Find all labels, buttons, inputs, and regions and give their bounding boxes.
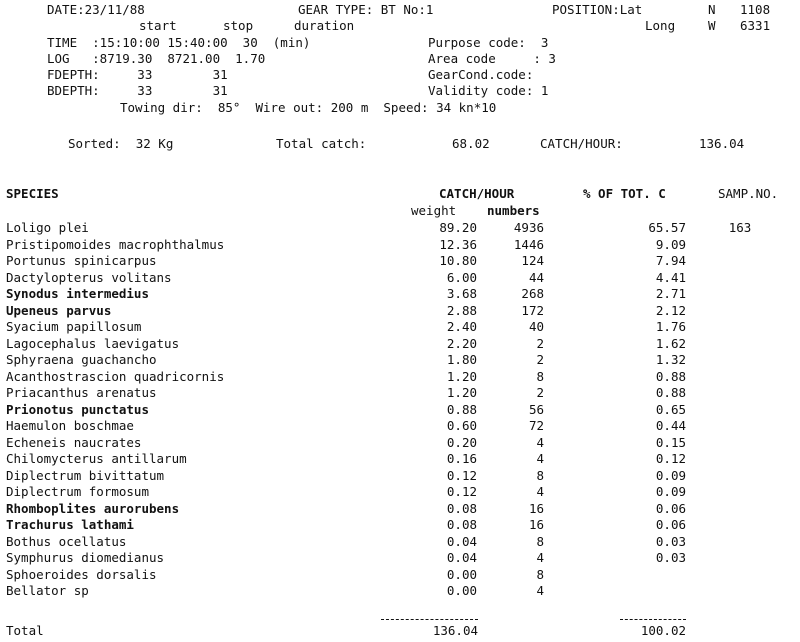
col-stop-label: stop: [223, 18, 254, 33]
total-catch-value: 68.02: [452, 136, 490, 151]
numbers-value: 172: [521, 302, 544, 318]
total-weight: 136.04: [432, 623, 478, 638]
species-name: Sphyraena guachancho: [6, 352, 157, 367]
species-name: Syacium papillosum: [6, 319, 142, 334]
col-duration-label: duration: [294, 18, 355, 33]
species-name: Rhomboplites aurorubens: [6, 500, 180, 516]
long-value: 6331: [740, 18, 771, 33]
pct-value: 0.03: [655, 550, 686, 565]
numbers-value: 4936: [513, 220, 544, 235]
pct-value: 0.88: [655, 385, 686, 400]
col-start-label: start: [139, 18, 177, 33]
weight-value: 1.20: [446, 385, 477, 400]
pct-value: 0.09: [655, 484, 686, 499]
weight-value: 2.88: [446, 302, 477, 318]
species-name: Upeneus parvus: [6, 302, 112, 318]
species-header: SPECIES: [6, 186, 59, 201]
catch-hour-label: CATCH/HOUR:: [540, 136, 623, 151]
samp-no-header: SAMP.NO.: [718, 186, 779, 201]
pct-tot-header: % OF TOT. C: [583, 186, 666, 201]
numbers-value: 72: [528, 418, 544, 433]
weight-value: 10.80: [439, 253, 477, 268]
total-label: Total: [6, 623, 44, 638]
gear-type-field: GEAR TYPE: BT No:1: [298, 2, 434, 17]
time-row: TIME :15:10:00 15:40:00 30 (min): [47, 35, 311, 50]
catch-hour-header: CATCH/HOUR: [439, 186, 515, 201]
pct-value: 1.62: [655, 335, 686, 351]
pct-total-rule: [620, 619, 686, 620]
log-row: LOG :8719.30 8721.00 1.70: [47, 51, 266, 66]
species-name: Echeneis naucrates: [6, 434, 142, 450]
species-name: Portunus spinicarpus: [6, 253, 157, 268]
species-name: Sphoeroides dorsalis: [6, 566, 157, 582]
samp-value: 163: [728, 220, 752, 235]
pct-value: 0.12: [655, 451, 686, 466]
total-pct: 100.02: [640, 623, 686, 638]
weight-value: 2.40: [446, 319, 477, 334]
numbers-value: 2: [536, 335, 544, 351]
weight-value: 2.20: [446, 335, 477, 351]
pct-value: 1.76: [655, 319, 686, 334]
weight-value: 0.08: [446, 517, 477, 532]
species-name: Acanthostrascion quadricornis: [6, 368, 225, 384]
weight-value: 1.20: [446, 368, 477, 384]
date-field: DATE:23/11/88: [47, 2, 145, 17]
numbers-header: numbers: [487, 203, 540, 218]
species-name: Prionotus punctatus: [6, 401, 149, 417]
catch-hour-value: 136.04: [699, 136, 745, 151]
numbers-value: 4: [536, 484, 544, 499]
long-label: Long: [645, 18, 676, 33]
species-name: Synodus intermedius: [6, 286, 149, 301]
weight-value: 0.60: [446, 418, 477, 433]
weight-value: 0.04: [446, 533, 477, 549]
numbers-value: 4: [536, 583, 544, 598]
numbers-value: 40: [528, 319, 544, 334]
weight-value: 0.88: [446, 401, 477, 417]
weight-value: 0.00: [446, 566, 477, 582]
pct-value: 0.65: [655, 401, 686, 417]
numbers-value: 4: [536, 550, 544, 565]
validity-code: Validity code: 1: [428, 83, 549, 98]
bdepth-row: BDEPTH: 33 31: [47, 83, 228, 98]
total-catch-label: Total catch:: [276, 136, 367, 151]
species-name: Chilomycterus antillarum: [6, 451, 187, 466]
pct-value: 1.32: [655, 352, 686, 367]
species-name: Loligo plei: [6, 220, 89, 235]
species-name: Diplectrum bivittatum: [6, 467, 165, 483]
pct-value: 0.15: [655, 434, 686, 450]
numbers-value: 2: [536, 352, 544, 367]
weight-value: 1.80: [446, 352, 477, 367]
pct-value: 65.57: [648, 220, 686, 235]
species-name: Dactylopterus volitans: [6, 269, 172, 285]
pct-value: 2.12: [655, 302, 686, 318]
weight-value: 3.68: [446, 286, 477, 301]
numbers-value: 124: [521, 253, 544, 268]
numbers-value: 268: [521, 286, 544, 301]
species-name: Bellator sp: [6, 583, 89, 598]
species-name: Bothus ocellatus: [6, 533, 127, 549]
position-label: POSITION:Lat: [552, 2, 643, 17]
weight-value: 0.16: [446, 451, 477, 466]
numbers-value: 8: [536, 467, 544, 483]
lat-value: 1108: [740, 2, 771, 17]
pct-value: 4.41: [655, 269, 686, 285]
pct-value: 0.44: [655, 418, 686, 433]
numbers-value: 1446: [513, 236, 544, 252]
weight-value: 0.12: [446, 467, 477, 483]
towing-row: Towing dir: 85° Wire out: 200 m Speed: 34 kn*10: [120, 100, 497, 115]
weight-value: 6.00: [446, 269, 477, 285]
pct-value: 9.09: [655, 236, 686, 252]
lat-hemisphere: N: [708, 2, 716, 17]
numbers-value: 16: [528, 500, 544, 516]
pct-value: 0.88: [655, 368, 686, 384]
weight-value: 89.20: [439, 220, 477, 235]
long-hemisphere: W: [708, 18, 716, 33]
species-name: Priacanthus arenatus: [6, 385, 157, 400]
species-name: Lagocephalus laevigatus: [6, 335, 180, 351]
weight-value: 0.12: [446, 484, 477, 499]
weight-total-rule: [381, 619, 478, 620]
pct-value: 0.09: [655, 467, 686, 483]
purpose-code: Purpose code: 3: [428, 35, 549, 50]
species-name: Trachurus lathami: [6, 517, 134, 532]
numbers-value: 4: [536, 434, 544, 450]
gearcond-code: GearCond.code:: [428, 67, 534, 82]
pct-value: 0.06: [655, 517, 686, 532]
numbers-value: 56: [528, 401, 544, 417]
pct-value: 0.06: [655, 500, 686, 516]
species-name: Diplectrum formosum: [6, 484, 149, 499]
numbers-value: 8: [536, 533, 544, 549]
weight-value: 12.36: [439, 236, 477, 252]
area-code: Area code : 3: [428, 51, 556, 66]
pct-value: 2.71: [655, 286, 686, 301]
weight-value: 0.08: [446, 500, 477, 516]
species-name: Pristipomoides macrophthalmus: [6, 236, 225, 252]
numbers-value: 8: [536, 368, 544, 384]
species-name: Haemulon boschmae: [6, 418, 134, 433]
weight-header: weight: [411, 203, 457, 218]
fdepth-row: FDEPTH: 33 31: [47, 67, 228, 82]
numbers-value: 16: [528, 517, 544, 532]
weight-value: 0.00: [446, 583, 477, 598]
weight-value: 0.04: [446, 550, 477, 565]
pct-value: 7.94: [655, 253, 686, 268]
numbers-value: 44: [528, 269, 544, 285]
pct-value: 0.03: [655, 533, 686, 549]
sorted-weight: Sorted: 32 Kg: [68, 136, 174, 151]
numbers-value: 8: [536, 566, 544, 582]
numbers-value: 2: [536, 385, 544, 400]
weight-value: 0.20: [446, 434, 477, 450]
species-name: Symphurus diomedianus: [6, 550, 165, 565]
numbers-value: 4: [536, 451, 544, 466]
